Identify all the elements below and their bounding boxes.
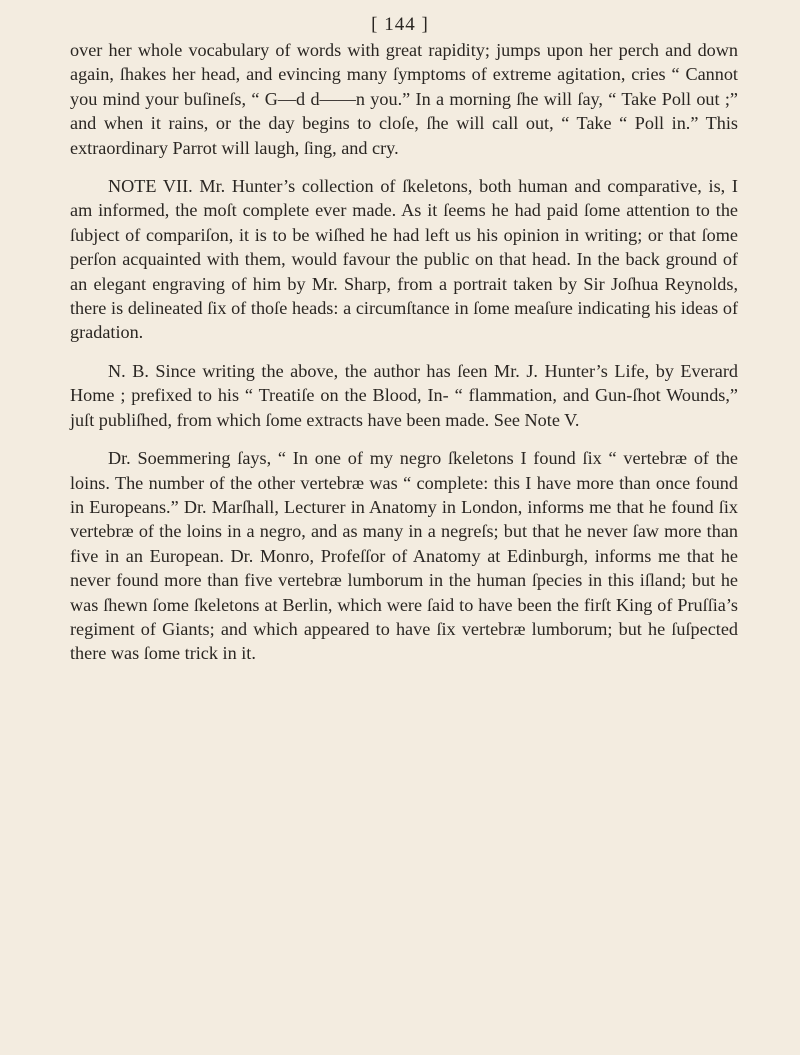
paragraph-note-vii: NOTE VII. Mr. Hunter’s collection of ſkeletons, both human and comparative, is, I am informed, the moſt complete ever made. As it ſeems he had paid ſome attention to the ſubject of compariſon, it is to be wiſhed he had left us his opinion in writing; or that ſome perſon acquainted with them, would favour the public on that head. In the back ground of an elegant engraving of him by Mr. Sharp, from a portrait taken by Sir Joſhua Reynolds, there is delineated ſix of thoſe heads: a circumſtance in ſome meaſure indicating his ideas of gradation. <box>70 176 738 343</box>
paragraph-parrot: over her whole vocabulary of words with great rapidity; jumps upon her perch and down again, ſhakes her head, and evincing many ſymptoms of extreme agitation, cries “ Cannot you mind your buſineſs, “ G—d d——n you.” In a morning ſhe will ſay, “ Take Poll out ;” and when it rains, or the day begins to cloſe, ſhe will call out, “ Take “ Poll in.” This extraordinary Parrot will laugh, ſing, and cry. <box>70 40 738 158</box>
paragraph-soemmering: Dr. Soemmering ſays, “ In one of my negro ſkeletons I found ſix “ vertebræ of the loins. The number of the other vertebræ was “ complete: this I have more than once found in Europeans.” Dr. Marſhall, Lecturer in Anatomy in London, informs me that he found ſix vertebræ of the loins in a negro, and as many in a negreſs; but that he never ſaw more than five in an European. Dr. Monro, Profeſſor of Anatomy at Edinburgh, informs me that he never found more than five vertebræ lumborum in the human ſpecies in this iſland; but he was ſhewn ſome ſkeletons at Berlin, which were ſaid to have been the firſt King of Pruſſia’s regiment of Giants; and which appeared to have ſix vertebræ lumborum; but he ſuſpected there was ſome trick in it. <box>70 448 738 664</box>
body-text <box>70 38 738 666</box>
paragraph-nb: N. B. Since writing the above, the author has ſeen Mr. J. Hunter’s Life, by Everard Home ; prefixed to his “ Treatiſe on the Blood, In- “ flammation, and Gun-ſhot Wounds,” juſt publiſhed, from which ſome extracts have been made. See Note V. <box>70 360 738 430</box>
page-number: [ 144 ] <box>371 14 429 35</box>
